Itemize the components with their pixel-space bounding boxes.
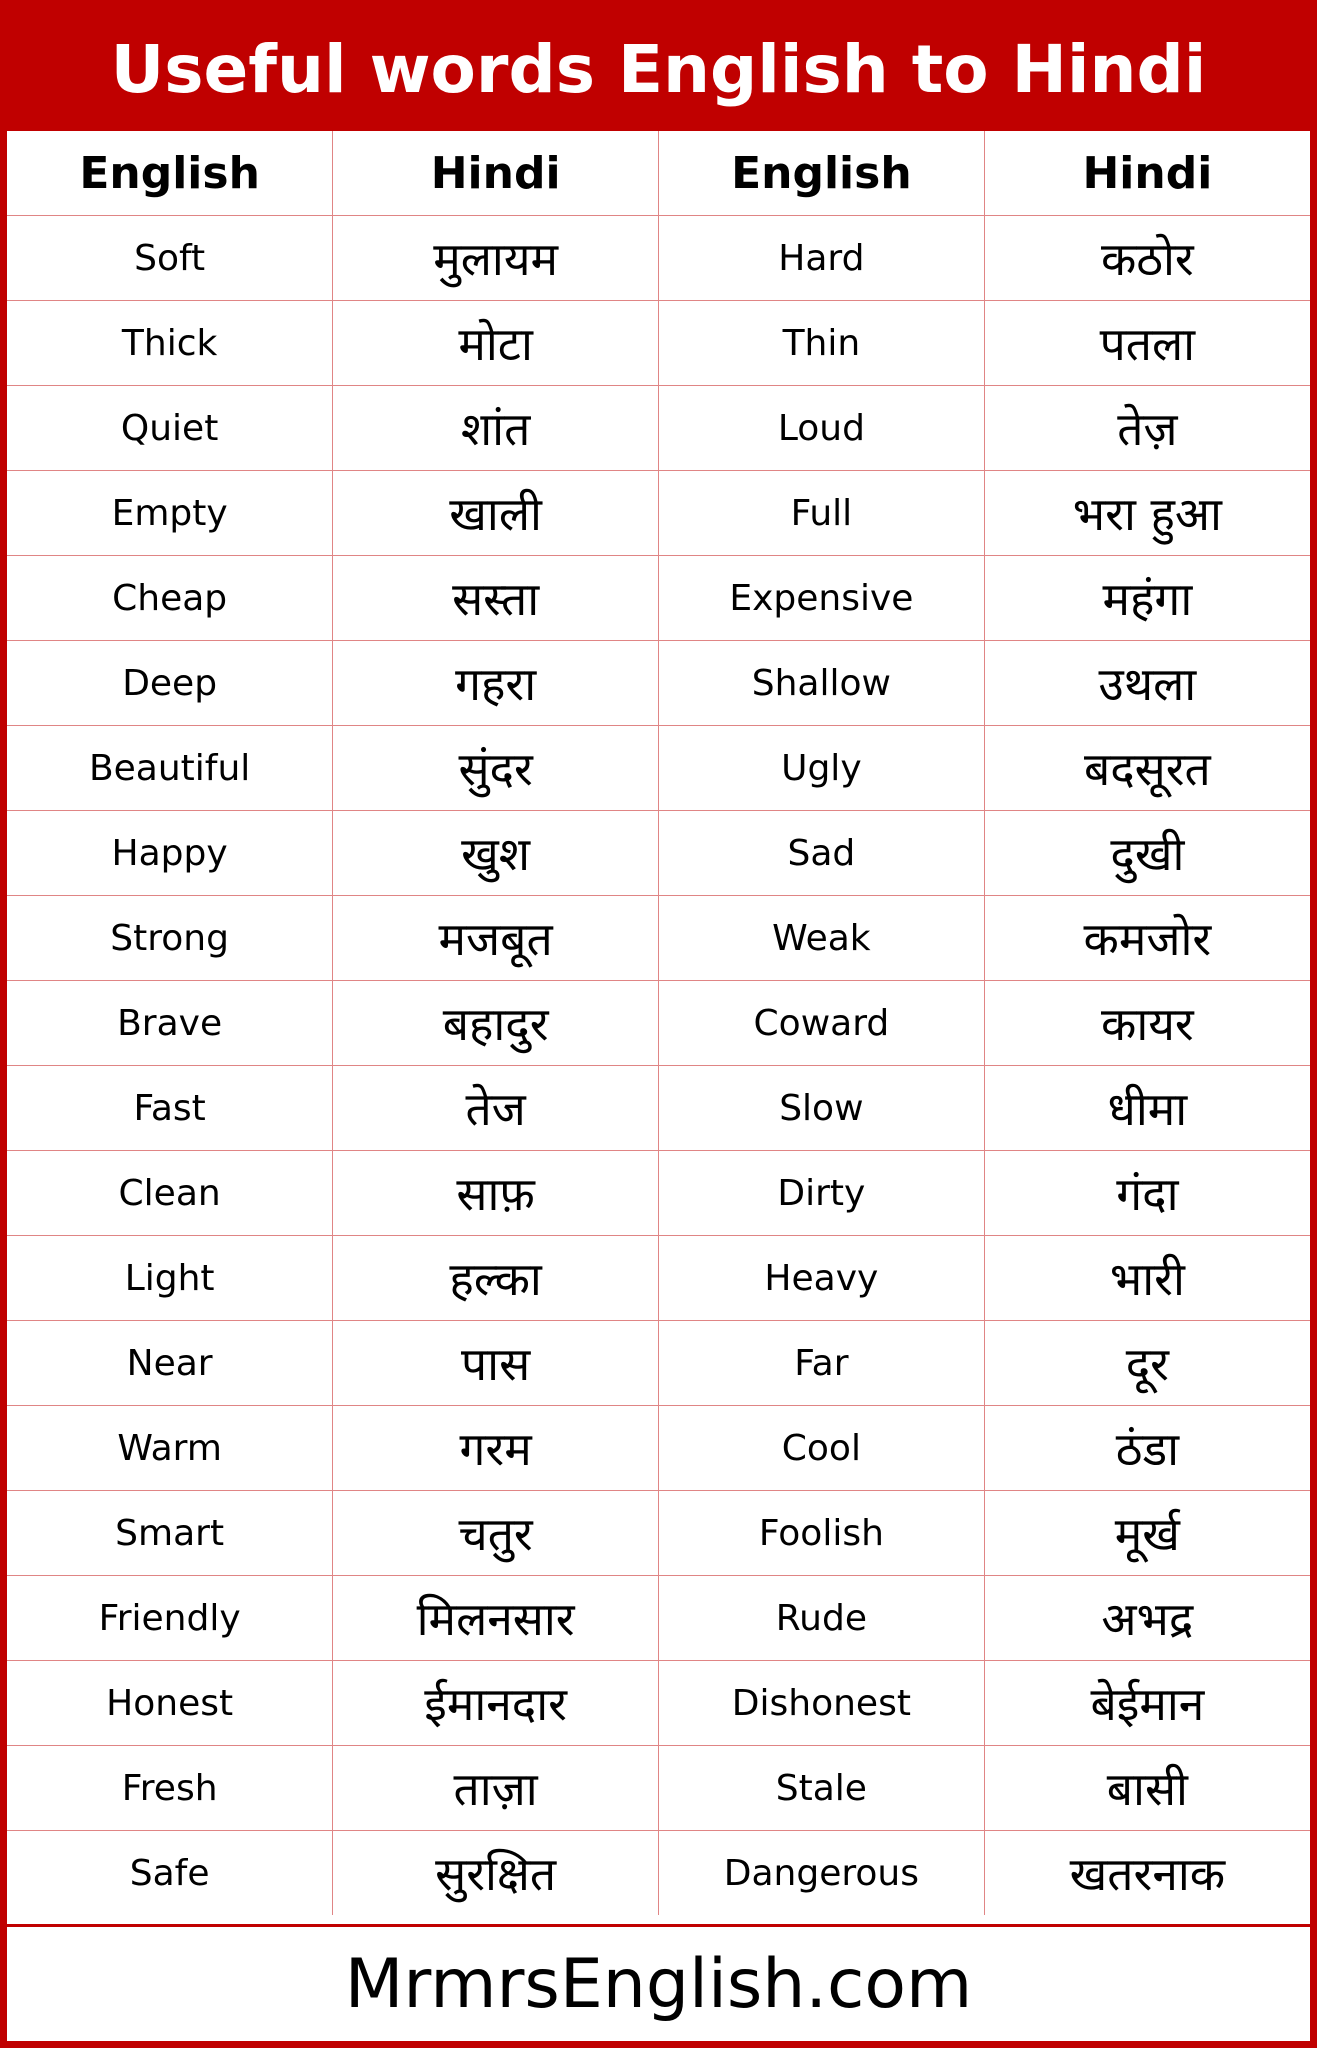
hindi-word: गंदा	[984, 1151, 1310, 1236]
table-row	[7, 981, 1310, 1066]
hindi-word: ईमानदार	[333, 1661, 659, 1746]
hindi-word: उथला	[984, 641, 1310, 726]
table-row	[7, 726, 1310, 811]
hindi-word: बदसूरत	[984, 726, 1310, 811]
english-word: Smart	[7, 1491, 333, 1576]
hindi-word: मूर्ख	[984, 1491, 1310, 1576]
hindi-word: खुश	[333, 811, 659, 896]
title-banner	[7, 7, 1310, 131]
column-header-hindi-1: Hindi	[333, 131, 659, 216]
hindi-word: ठंडा	[984, 1406, 1310, 1491]
english-word: Weak	[659, 896, 985, 981]
english-word: Full	[659, 471, 985, 556]
hindi-word: दूर	[984, 1321, 1310, 1406]
english-word: Hard	[659, 216, 985, 301]
hindi-word: खतरनाक	[1069, 1847, 1226, 1901]
hindi-word: सुंदर	[333, 726, 659, 811]
english-word: Far	[659, 1321, 985, 1406]
table-row	[7, 811, 1310, 896]
english-word: Dirty	[659, 1151, 985, 1236]
english-word: Cheap	[7, 556, 333, 641]
english-word: Thick	[7, 301, 333, 386]
english-word: Friendly	[7, 1576, 333, 1661]
table-row	[7, 386, 1310, 471]
table-row	[7, 1406, 1310, 1491]
hindi-word: मुलायम	[333, 216, 659, 301]
english-word: Slow	[659, 1066, 985, 1151]
table-row	[7, 1661, 1310, 1746]
english-word: Warm	[7, 1406, 333, 1491]
table-header-row	[7, 131, 1310, 216]
english-word: Happy	[7, 811, 333, 896]
table-row	[7, 1066, 1310, 1151]
english-word: Coward	[659, 981, 985, 1066]
footer	[7, 1924, 1310, 2041]
english-word: Soft	[7, 216, 333, 301]
hindi-word: कठोर	[984, 216, 1310, 301]
hindi-word: मोटा	[333, 301, 659, 386]
hindi-word: शांत	[333, 386, 659, 471]
hindi-word: खाली	[333, 471, 659, 556]
english-word: Sad	[659, 811, 985, 896]
english-word: Near	[7, 1321, 333, 1406]
column-header-hindi-2: Hindi	[984, 131, 1310, 216]
hindi-word: कायर	[984, 981, 1310, 1066]
hindi-word: गहरा	[333, 641, 659, 726]
english-word: Fast	[7, 1066, 333, 1151]
english-word: Honest	[7, 1661, 333, 1746]
table-row	[7, 1831, 1310, 1916]
table-row	[7, 301, 1310, 386]
hindi-word: ताज़ा	[333, 1746, 659, 1831]
english-word: Loud	[659, 386, 985, 471]
hindi-word: तेज़	[984, 386, 1310, 471]
english-word: Quiet	[7, 386, 333, 471]
english-word: Deep	[7, 641, 333, 726]
hindi-word: धीमा	[984, 1066, 1310, 1151]
table-row	[7, 1576, 1310, 1661]
table-body	[7, 216, 1310, 1916]
english-word: Fresh	[7, 1746, 333, 1831]
hindi-word: सुरक्षित	[333, 1831, 659, 1916]
table-row	[7, 1151, 1310, 1236]
english-word: Rude	[659, 1576, 985, 1661]
english-word: Brave	[7, 981, 333, 1066]
table-row	[7, 471, 1310, 556]
english-word: Shallow	[659, 641, 985, 726]
hindi-word: हल्का	[333, 1236, 659, 1321]
table-row	[7, 1491, 1310, 1576]
table-row	[7, 896, 1310, 981]
table-row	[7, 1321, 1310, 1406]
english-word: Cool	[659, 1406, 985, 1491]
english-word: Expensive	[659, 556, 985, 641]
english-word: Dangerous	[659, 1831, 985, 1916]
table-row	[7, 641, 1310, 726]
column-header-english-2: English	[659, 131, 985, 216]
hindi-word: तेज	[333, 1066, 659, 1151]
english-word: Safe	[7, 1831, 333, 1916]
english-word: Heavy	[659, 1236, 985, 1321]
hindi-word: पास	[333, 1321, 659, 1406]
english-word: Ugly	[659, 726, 985, 811]
english-word: Clean	[7, 1151, 333, 1236]
website-url: MrmrsEnglish.com	[344, 1944, 973, 2024]
page-title: Useful words English to Hindi	[110, 30, 1207, 108]
hindi-word: साफ़	[333, 1151, 659, 1236]
english-word: Strong	[7, 896, 333, 981]
hindi-word: मिलनसार	[333, 1576, 659, 1661]
column-header-english-1: English	[7, 131, 333, 216]
hindi-word: गरम	[333, 1406, 659, 1491]
hindi-word: महंगा	[984, 556, 1310, 641]
hindi-word: बासी	[984, 1746, 1310, 1831]
hindi-word: भारी	[984, 1236, 1310, 1321]
hindi-word: पतला	[984, 301, 1310, 386]
hindi-word: कमजोर	[984, 896, 1310, 981]
hindi-word: बेईमान	[984, 1661, 1310, 1746]
table-row	[7, 216, 1310, 301]
word-table	[7, 131, 1310, 1915]
hindi-word: सस्ता	[333, 556, 659, 641]
hindi-word: बहादुर	[333, 981, 659, 1066]
english-word: Dishonest	[659, 1661, 985, 1746]
english-word: Thin	[659, 301, 985, 386]
english-word: Empty	[7, 471, 333, 556]
table-row	[7, 1236, 1310, 1321]
hindi-word: मजबूत	[333, 896, 659, 981]
table-row	[7, 556, 1310, 641]
english-word: Stale	[659, 1746, 985, 1831]
english-word: Light	[7, 1236, 333, 1321]
table-row	[7, 1746, 1310, 1831]
hindi-word: भरा हुआ	[984, 471, 1310, 556]
hindi-word: दुखी	[984, 811, 1310, 896]
hindi-word: अभद्र	[984, 1576, 1310, 1661]
english-word: Beautiful	[7, 726, 333, 811]
hindi-word: चतुर	[333, 1491, 659, 1576]
english-word: Foolish	[659, 1491, 985, 1576]
